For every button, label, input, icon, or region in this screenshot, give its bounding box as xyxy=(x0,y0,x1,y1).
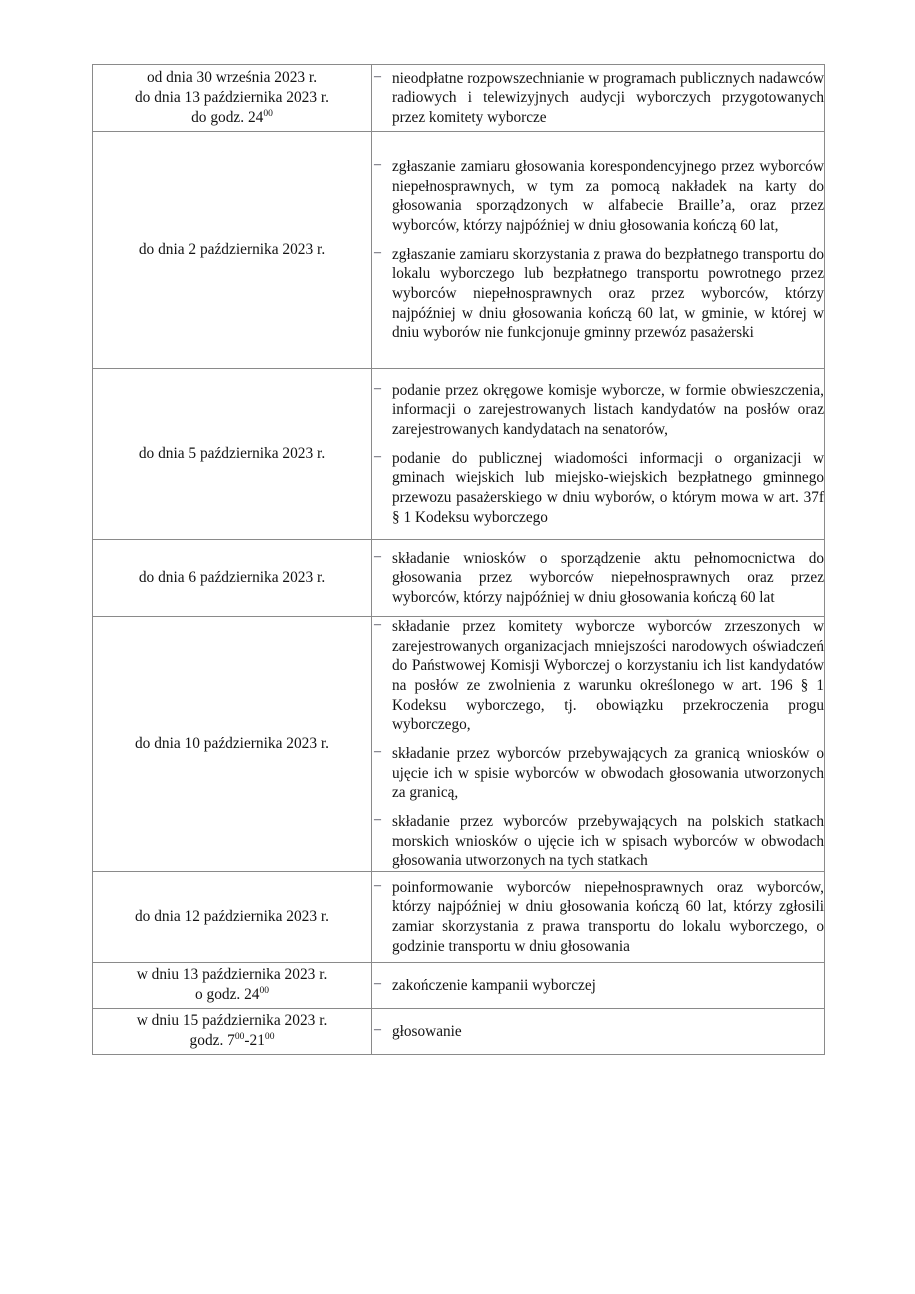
date-line: do dnia 12 października 2023 r. xyxy=(134,907,330,925)
task-list xyxy=(372,617,824,871)
date-cell xyxy=(93,65,372,132)
table-row xyxy=(93,962,825,1008)
tasks-cell xyxy=(372,65,825,132)
list-item: – zgłaszanie zamiaru skorzystania z prawa do bezpłatnego transportu do lokalu wyborczego lub bezpłatnego transportu powrotnego przez wyborców niepełnosprawnych oraz przez wyborców, którzy najpóźniej w dniu głosowania kończą 60 lat, w gminie, w której w dniu wyborów nie funkcjonuje gminny przewóz pasażerski xyxy=(372,245,824,343)
list-item: – podanie do publicznej wiadomości informacji o organizacji w gminach wiejskich lub miejsko-wiejskich bezpłatnego gminnego przewozu pasażerskiego w dniu wyborów, o którym mowa w art. 37f § 1 Kodeksu wyborczego xyxy=(372,449,824,528)
list-item: – składanie przez wyborców przebywających na polskich statkach morskich wniosków o ujęcie ich w spisach wyborców w obwodach głosowania utworzonych na tych statkach xyxy=(372,812,824,871)
date-line: do dnia 5 października 2023 r. xyxy=(138,444,326,462)
list-item: – zakończenie kampanii wyborczej xyxy=(372,976,824,996)
date-cell xyxy=(93,132,372,369)
table-body xyxy=(93,65,825,1055)
date-cell xyxy=(93,369,372,540)
date-line: do dnia 13 października 2023 r. xyxy=(134,88,330,106)
date-line: od dnia 30 września 2023 r. xyxy=(146,68,318,86)
table-row xyxy=(93,132,825,369)
date-cell xyxy=(93,617,372,872)
date-line: do dnia 10 października 2023 r. xyxy=(134,734,330,752)
electoral-calendar-table xyxy=(92,64,825,1055)
date-line xyxy=(93,985,371,1005)
task-list xyxy=(372,549,824,608)
table-row xyxy=(93,871,825,962)
tasks-cell xyxy=(372,617,825,872)
list-item: – składanie przez wyborców przebywających za granicą wniosków o ujęcie ich w spisie wyborców w obwodach głosowania utworzonych za granicą, xyxy=(372,744,824,803)
time-superscript: 00 xyxy=(234,1031,245,1043)
task-list xyxy=(372,381,824,528)
list-item: – nieodpłatne rozpowszechnianie w programach publicznych nadawców radiowych i telewizyjnych audycji wyborczych przygotowanych przez komitety wyborcze xyxy=(372,69,824,128)
table-row xyxy=(93,65,825,132)
time-range-superscript: 00 xyxy=(264,1031,275,1043)
table-row xyxy=(93,1008,825,1054)
date-text: o godz. 24 xyxy=(194,986,260,1004)
date-cell xyxy=(93,540,372,617)
time-superscript: 00 xyxy=(263,107,273,119)
list-item: – głosowanie xyxy=(372,1022,824,1042)
date-line xyxy=(93,1031,371,1051)
task-list xyxy=(372,69,824,128)
tasks-cell xyxy=(372,132,825,369)
tasks-cell xyxy=(372,962,825,1008)
date-line: w dniu 15 października 2023 r. xyxy=(136,1012,328,1030)
date-line xyxy=(93,108,371,128)
date-cell xyxy=(93,871,372,962)
date-text: godz. 7 xyxy=(189,1032,235,1050)
table-row xyxy=(93,369,825,540)
date-line: do dnia 2 października 2023 r. xyxy=(138,240,326,258)
time-superscript: 00 xyxy=(259,985,270,997)
list-item: – zgłaszanie zamiaru głosowania korespondencyjnego przez wyborców niepełnosprawnych, w tym za pomocą nakładek na karty do głosowania sporządzonych w alfabecie Braille’a, oraz przez wyborców, którzy najpóźniej w dniu głosowania kończą 60 lat, xyxy=(372,157,824,236)
task-list xyxy=(372,157,824,343)
tasks-cell xyxy=(372,540,825,617)
date-line: do dnia 6 października 2023 r. xyxy=(138,568,326,586)
table-row xyxy=(93,540,825,617)
list-item: – składanie wniosków o sporządzenie aktu pełnomocnictwa do głosowania przez wyborców niepełnosprawnych oraz przez wyborców, którzy najpóźniej w dniu głosowania kończą 60 lat xyxy=(372,549,824,608)
list-item: – podanie przez okręgowe komisje wyborcze, w formie obwieszczenia, informacji o zarejestrowanych listach kandydatów na posłów oraz zarejestrowanych kandydatach na senatorów, xyxy=(372,381,824,440)
date-text: do godz. 24 xyxy=(191,109,264,126)
task-list xyxy=(372,976,824,996)
table-row xyxy=(93,617,825,872)
tasks-cell xyxy=(372,871,825,962)
list-item: – poinformowanie wyborców niepełnosprawnych oraz wyborców, którzy najpóźniej w dniu głosowania kończą 60 lat, którzy zgłosili zamiar skorzystania z prawa transportu do lokalu wyborczego, o godzinie transportu w dniu głosowania xyxy=(372,878,824,957)
tasks-cell xyxy=(372,1008,825,1054)
time-range-suffix: -21 xyxy=(244,1032,265,1050)
list-item: – składanie przez komitety wyborcze wyborców zrzeszonych w zarejestrowanych organizacjach mniejszości narodowych oświadczeń do Państwowej Komisji Wyborczej o korzystaniu ich list kandydatów na posłów ze zwolnienia z warunku określonego w art. 196 § 1 Kodeksu wyborczego, tj. obowiązku przekroczenia progu wyborczego, xyxy=(372,617,824,735)
date-cell xyxy=(93,962,372,1008)
date-line: w dniu 13 października 2023 r. xyxy=(136,966,328,984)
task-list xyxy=(372,1022,824,1042)
task-list xyxy=(372,878,824,957)
tasks-cell xyxy=(372,369,825,540)
date-cell xyxy=(93,1008,372,1054)
